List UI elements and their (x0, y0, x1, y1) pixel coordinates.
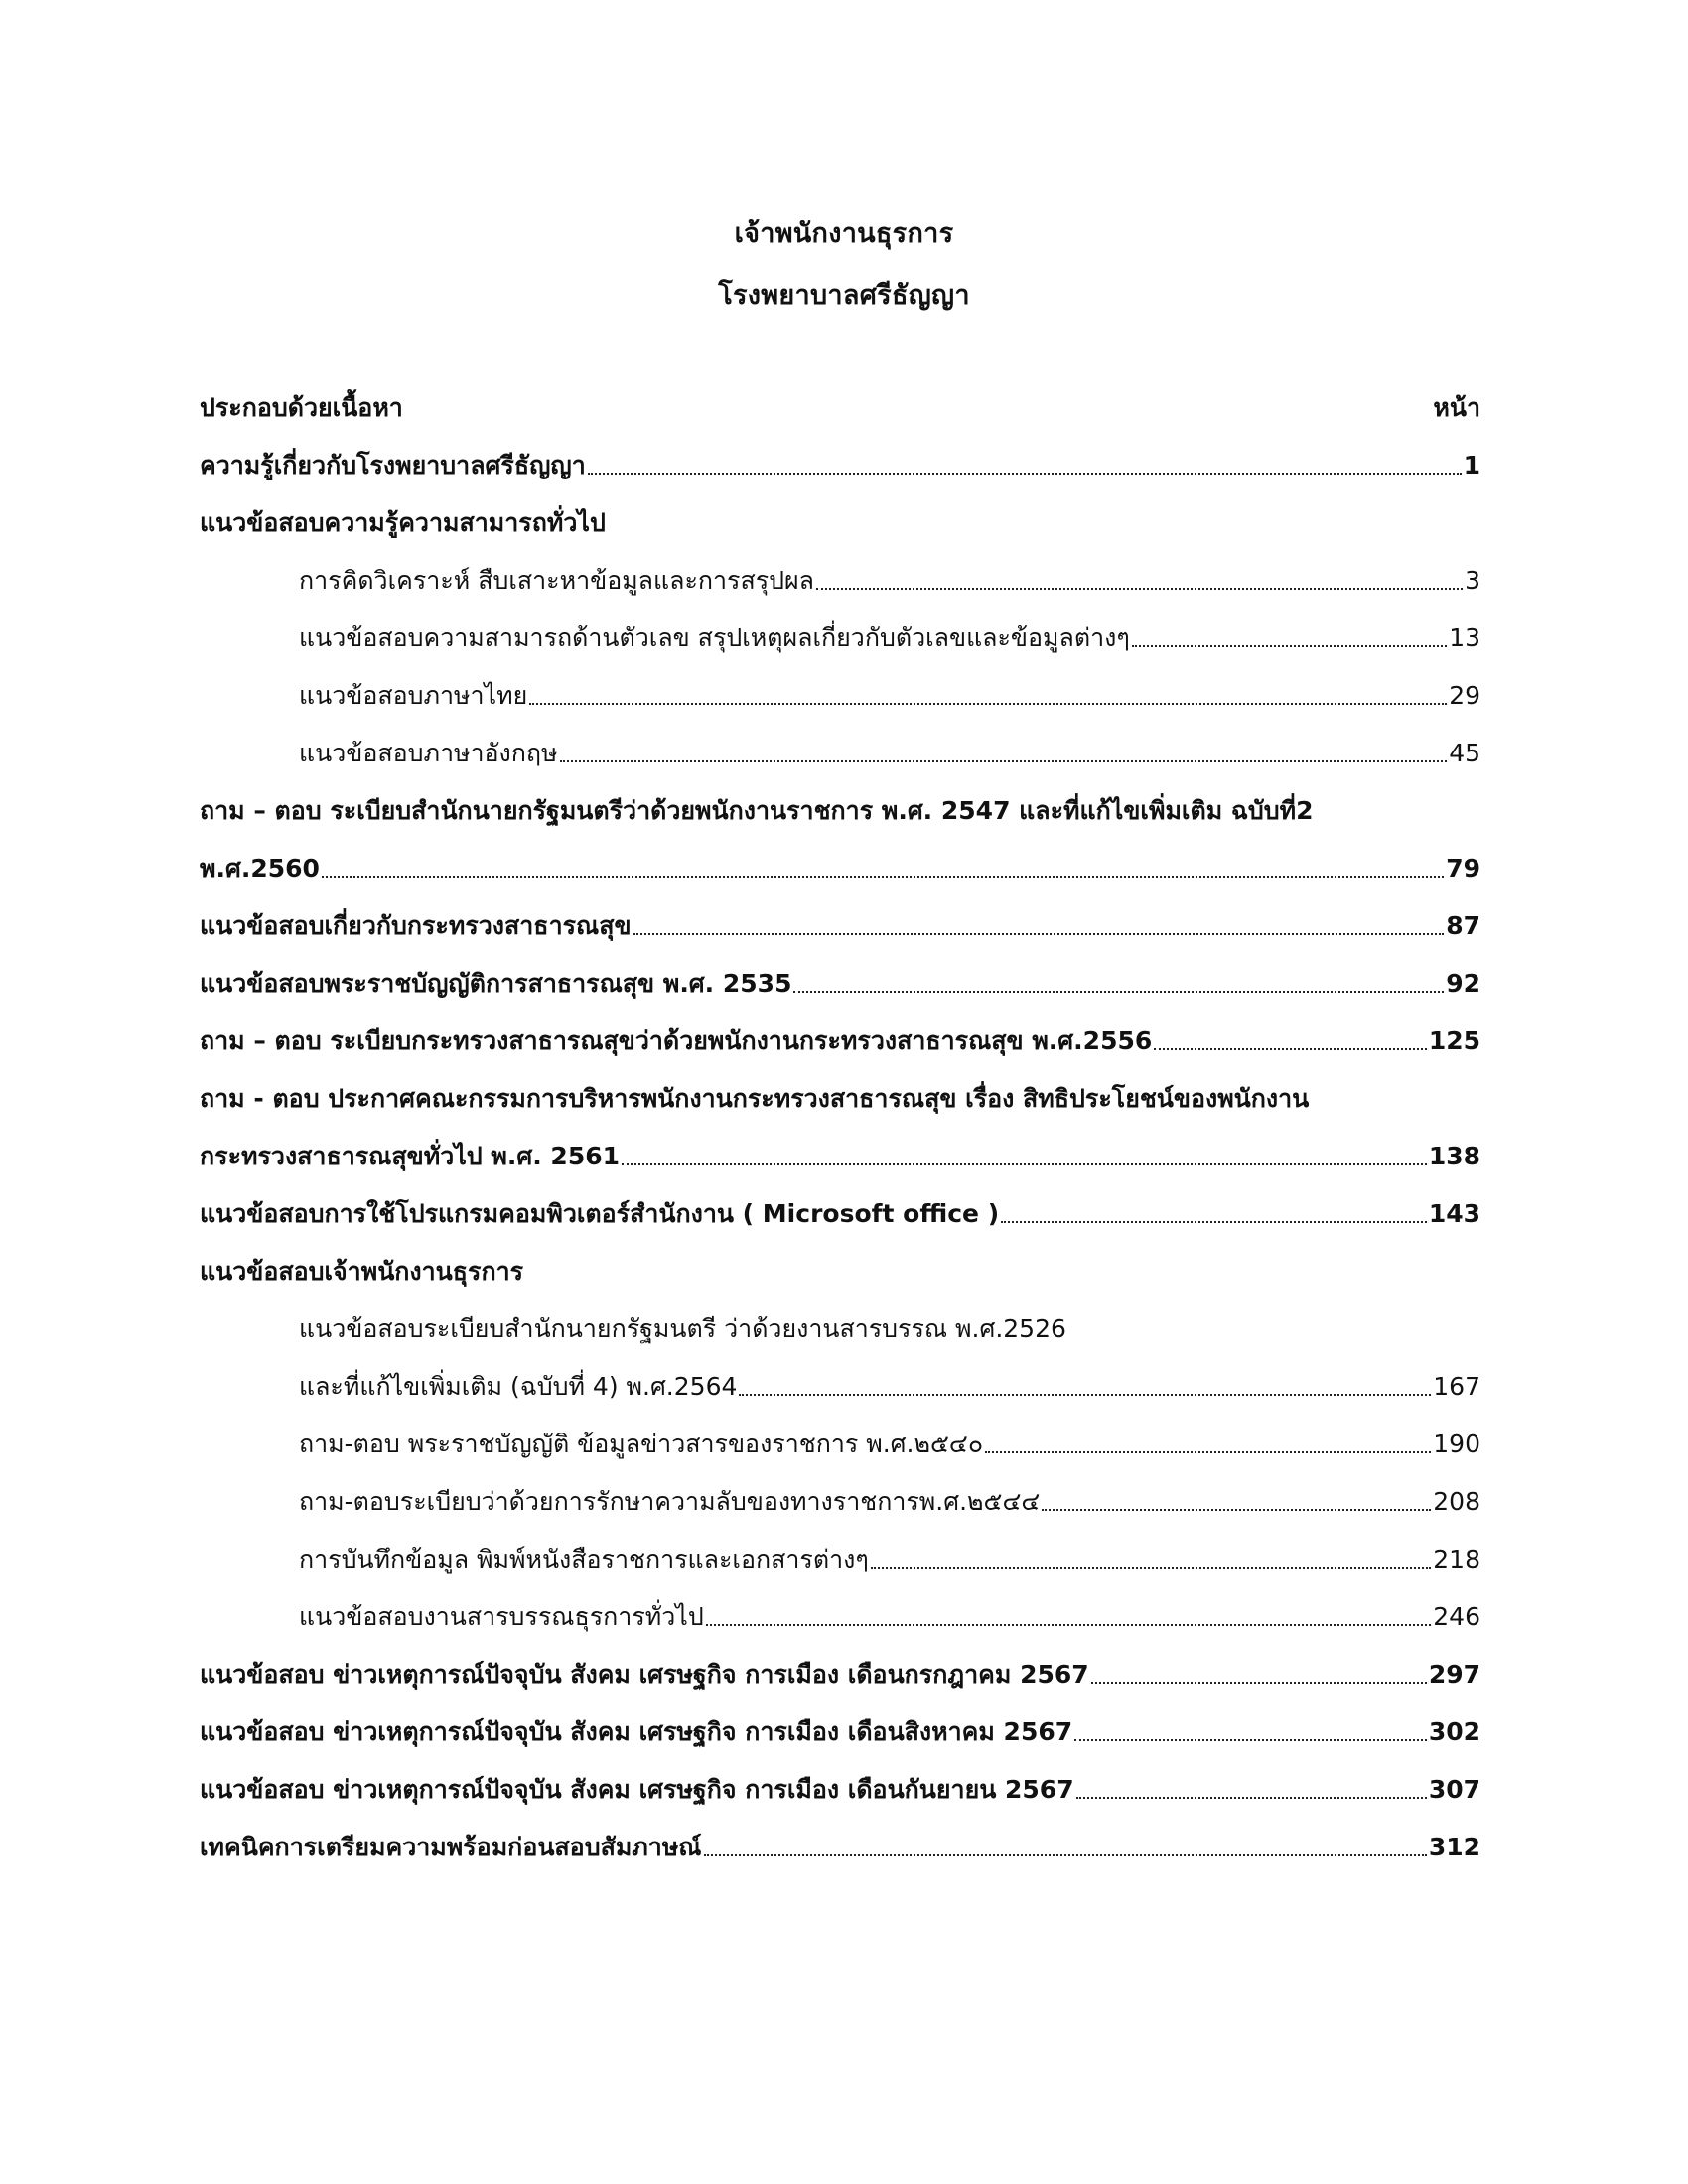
dot-leader (633, 933, 1445, 935)
toc-entry-label: แนวข้อสอบพระราชบัญญัติการสาธารณสุข พ.ศ. 2535 (200, 969, 792, 998)
toc-entry-label: และที่แก้ไขเพิ่มเติม (ฉบับที่ 4) พ.ศ.2564 (299, 1372, 738, 1401)
toc-entry-page: 307 (1428, 1775, 1480, 1804)
toc-entry (200, 429, 1480, 486)
toc-entry-label: ถาม-ตอบ พระราชบัญญัติ ข้อมูลข่าวสารของราชการ พ.ศ.๒๕๔๐ (299, 1430, 984, 1458)
dot-leader (706, 1624, 1432, 1626)
toc-entry-page: 312 (1428, 1833, 1480, 1861)
toc-entry-label: แนวข้อสอบภาษาอังกฤษ (299, 739, 558, 767)
toc-entry-label: ถาม-ตอบระเบียบว่าด้วยการรักษาความลับของทางราชการพ.ศ.๒๕๔๔ (299, 1487, 1041, 1516)
dot-leader (560, 760, 1448, 762)
toc-entry-label: แนวข้อสอบ ข่าวเหตุการณ์ปัจจุบัน สังคม เศรษฐกิจ การเมือง เดือนกันยายน 2567 (200, 1775, 1074, 1804)
toc-entry (200, 602, 1480, 659)
toc-entry-page: 1 (1463, 451, 1480, 479)
toc-entry (200, 1465, 1480, 1523)
toc-entry-first-line (200, 1293, 1480, 1350)
toc-entry (200, 1350, 1480, 1408)
dot-leader (739, 1394, 1431, 1396)
toc-header-page: หน้า (1433, 393, 1480, 422)
toc-entry (200, 832, 1480, 889)
toc-section-heading (200, 486, 1480, 544)
toc-entry-page: 125 (1428, 1026, 1480, 1055)
toc-entry-page: 208 (1433, 1487, 1480, 1516)
toc-entry (200, 1580, 1480, 1638)
toc-entry (200, 1811, 1480, 1868)
toc-entry (200, 1753, 1480, 1811)
toc-entry-page: 3 (1465, 566, 1480, 595)
toc-entry-page: 167 (1433, 1372, 1480, 1401)
toc-header-contents: ประกอบด้วยเนื้อหา (200, 393, 403, 422)
toc-entry-page: 87 (1446, 911, 1480, 940)
toc-entry (200, 659, 1480, 717)
toc-entry-label: ถาม – ตอบ ระเบียบสำนักนายกรัฐมนตรีว่าด้วยพนักงานราชการ พ.ศ. 2547 และที่แก้ไขเพิ่มเติม ฉบับที่2 (200, 796, 1314, 825)
toc-entry-page: 302 (1428, 1717, 1480, 1746)
toc-entry (200, 1696, 1480, 1753)
toc-entry (200, 717, 1480, 774)
toc-entry-page: 246 (1433, 1602, 1480, 1631)
toc-entry-label: พ.ศ.2560 (200, 854, 320, 883)
toc-entry (200, 889, 1480, 947)
toc-header (200, 371, 1480, 429)
dot-leader (1154, 1048, 1427, 1050)
dot-leader (985, 1451, 1431, 1453)
toc-entry-page: 143 (1428, 1199, 1480, 1228)
toc-entry (200, 1120, 1480, 1177)
toc-entry (200, 1177, 1480, 1235)
dot-leader (871, 1567, 1432, 1569)
toc-entry-first-line (200, 774, 1480, 832)
toc-entry-page: 29 (1449, 681, 1480, 710)
toc-entry-page: 45 (1449, 739, 1480, 767)
dot-leader (1001, 1221, 1427, 1223)
toc-entry-label: แนวข้อสอบงานสารบรรณธุรการทั่วไป (299, 1602, 704, 1631)
toc-entry-label: แนวข้อสอบเจ้าพนักงานธุรการ (200, 1257, 524, 1286)
dot-leader (704, 1854, 1427, 1856)
toc-entry-label: แนวข้อสอบ ข่าวเหตุการณ์ปัจจุบัน สังคม เศรษฐกิจ การเมือง เดือนกรกฎาคม 2567 (200, 1660, 1089, 1689)
toc-entry-label: การบันทึกข้อมูล พิมพ์หนังสือราชการและเอกสารต่างๆ (299, 1545, 869, 1573)
toc-entry-label: ถาม - ตอบ ประกาศคณะกรรมการบริหารพนักงานกระทรวงสาธารณสุข เรื่อง สิทธิประโยชน์ของพนักงาน (200, 1084, 1310, 1113)
toc-entry-label: แนวข้อสอบเกี่ยวกับกระทรวงสาธารณสุข (200, 911, 632, 940)
toc-entry-page: 218 (1433, 1545, 1480, 1573)
dot-leader (529, 703, 1447, 705)
toc-entry-page: 297 (1428, 1660, 1480, 1689)
dot-leader (622, 1163, 1427, 1165)
dot-leader (1042, 1509, 1431, 1511)
toc-entry-page: 79 (1446, 854, 1480, 883)
toc-entry-label: กระทรวงสาธารณสุขทั่วไป พ.ศ. 2561 (200, 1142, 620, 1170)
document-subtitle: โรงพยาบาลศรีธัญญา (718, 280, 970, 311)
dot-leader (322, 876, 1444, 878)
document-title: เจ้าพนักงานธุรการ (734, 218, 954, 249)
toc-entry-label: แนวข้อสอบระเบียบสำนักนายกรัฐมนตรี ว่าด้วยงานสารบรรณ พ.ศ.2526 (299, 1314, 1066, 1343)
toc-entry-label: แนวข้อสอบภาษาไทย (299, 681, 528, 710)
toc-entry (200, 544, 1480, 602)
toc-entry-label: แนวข้อสอบความรู้ความสามารถทั่วไป (200, 508, 606, 537)
toc-entry-label: ถาม – ตอบ ระเบียบกระทรวงสาธารณสุขว่าด้วยพนักงานกระทรวงสาธารณสุข พ.ศ.2556 (200, 1026, 1153, 1055)
toc-entry (200, 1005, 1480, 1062)
dot-leader (793, 991, 1444, 993)
dot-leader (816, 588, 1463, 590)
dot-leader (1074, 1739, 1427, 1741)
dot-leader (1132, 645, 1447, 647)
toc-entry (200, 1408, 1480, 1465)
toc-entry-label: การคิดวิเคราะห์ สืบเสาะหาข้อมูลและการสรุปผล (299, 566, 814, 595)
dot-leader (1091, 1682, 1427, 1684)
dot-leader (1076, 1797, 1427, 1799)
toc-entry-page: 13 (1449, 623, 1480, 652)
dot-leader (588, 473, 1462, 475)
toc-entry-first-line (200, 1062, 1480, 1120)
toc-entry (200, 947, 1480, 1005)
toc-entry-page: 190 (1433, 1430, 1480, 1458)
toc-entry (200, 1523, 1480, 1580)
toc-entry-label: ความรู้เกี่ยวกับโรงพยาบาลศรีธัญญา (200, 451, 586, 479)
title-block (0, 204, 1688, 327)
toc-entry-label: แนวข้อสอบความสามารถด้านตัวเลข สรุปเหตุผลเกี่ยวกับตัวเลขและข้อมูลต่างๆ (299, 623, 1130, 652)
toc-section-heading (200, 1235, 1480, 1293)
toc-entry (200, 1638, 1480, 1696)
toc-entry-label: เทคนิคการเตรียมความพร้อมก่อนสอบสัมภาษณ์ (200, 1833, 702, 1861)
table-of-contents (200, 371, 1480, 1868)
toc-entry-label: แนวข้อสอบการใช้โปรแกรมคอมพิวเตอร์สำนักงาน ( Microsoft office ) (200, 1199, 1000, 1228)
toc-entry-page: 138 (1428, 1142, 1480, 1170)
toc-entry-page: 92 (1446, 969, 1480, 998)
toc-entry-label: แนวข้อสอบ ข่าวเหตุการณ์ปัจจุบัน สังคม เศรษฐกิจ การเมือง เดือนสิงหาคม 2567 (200, 1717, 1073, 1746)
